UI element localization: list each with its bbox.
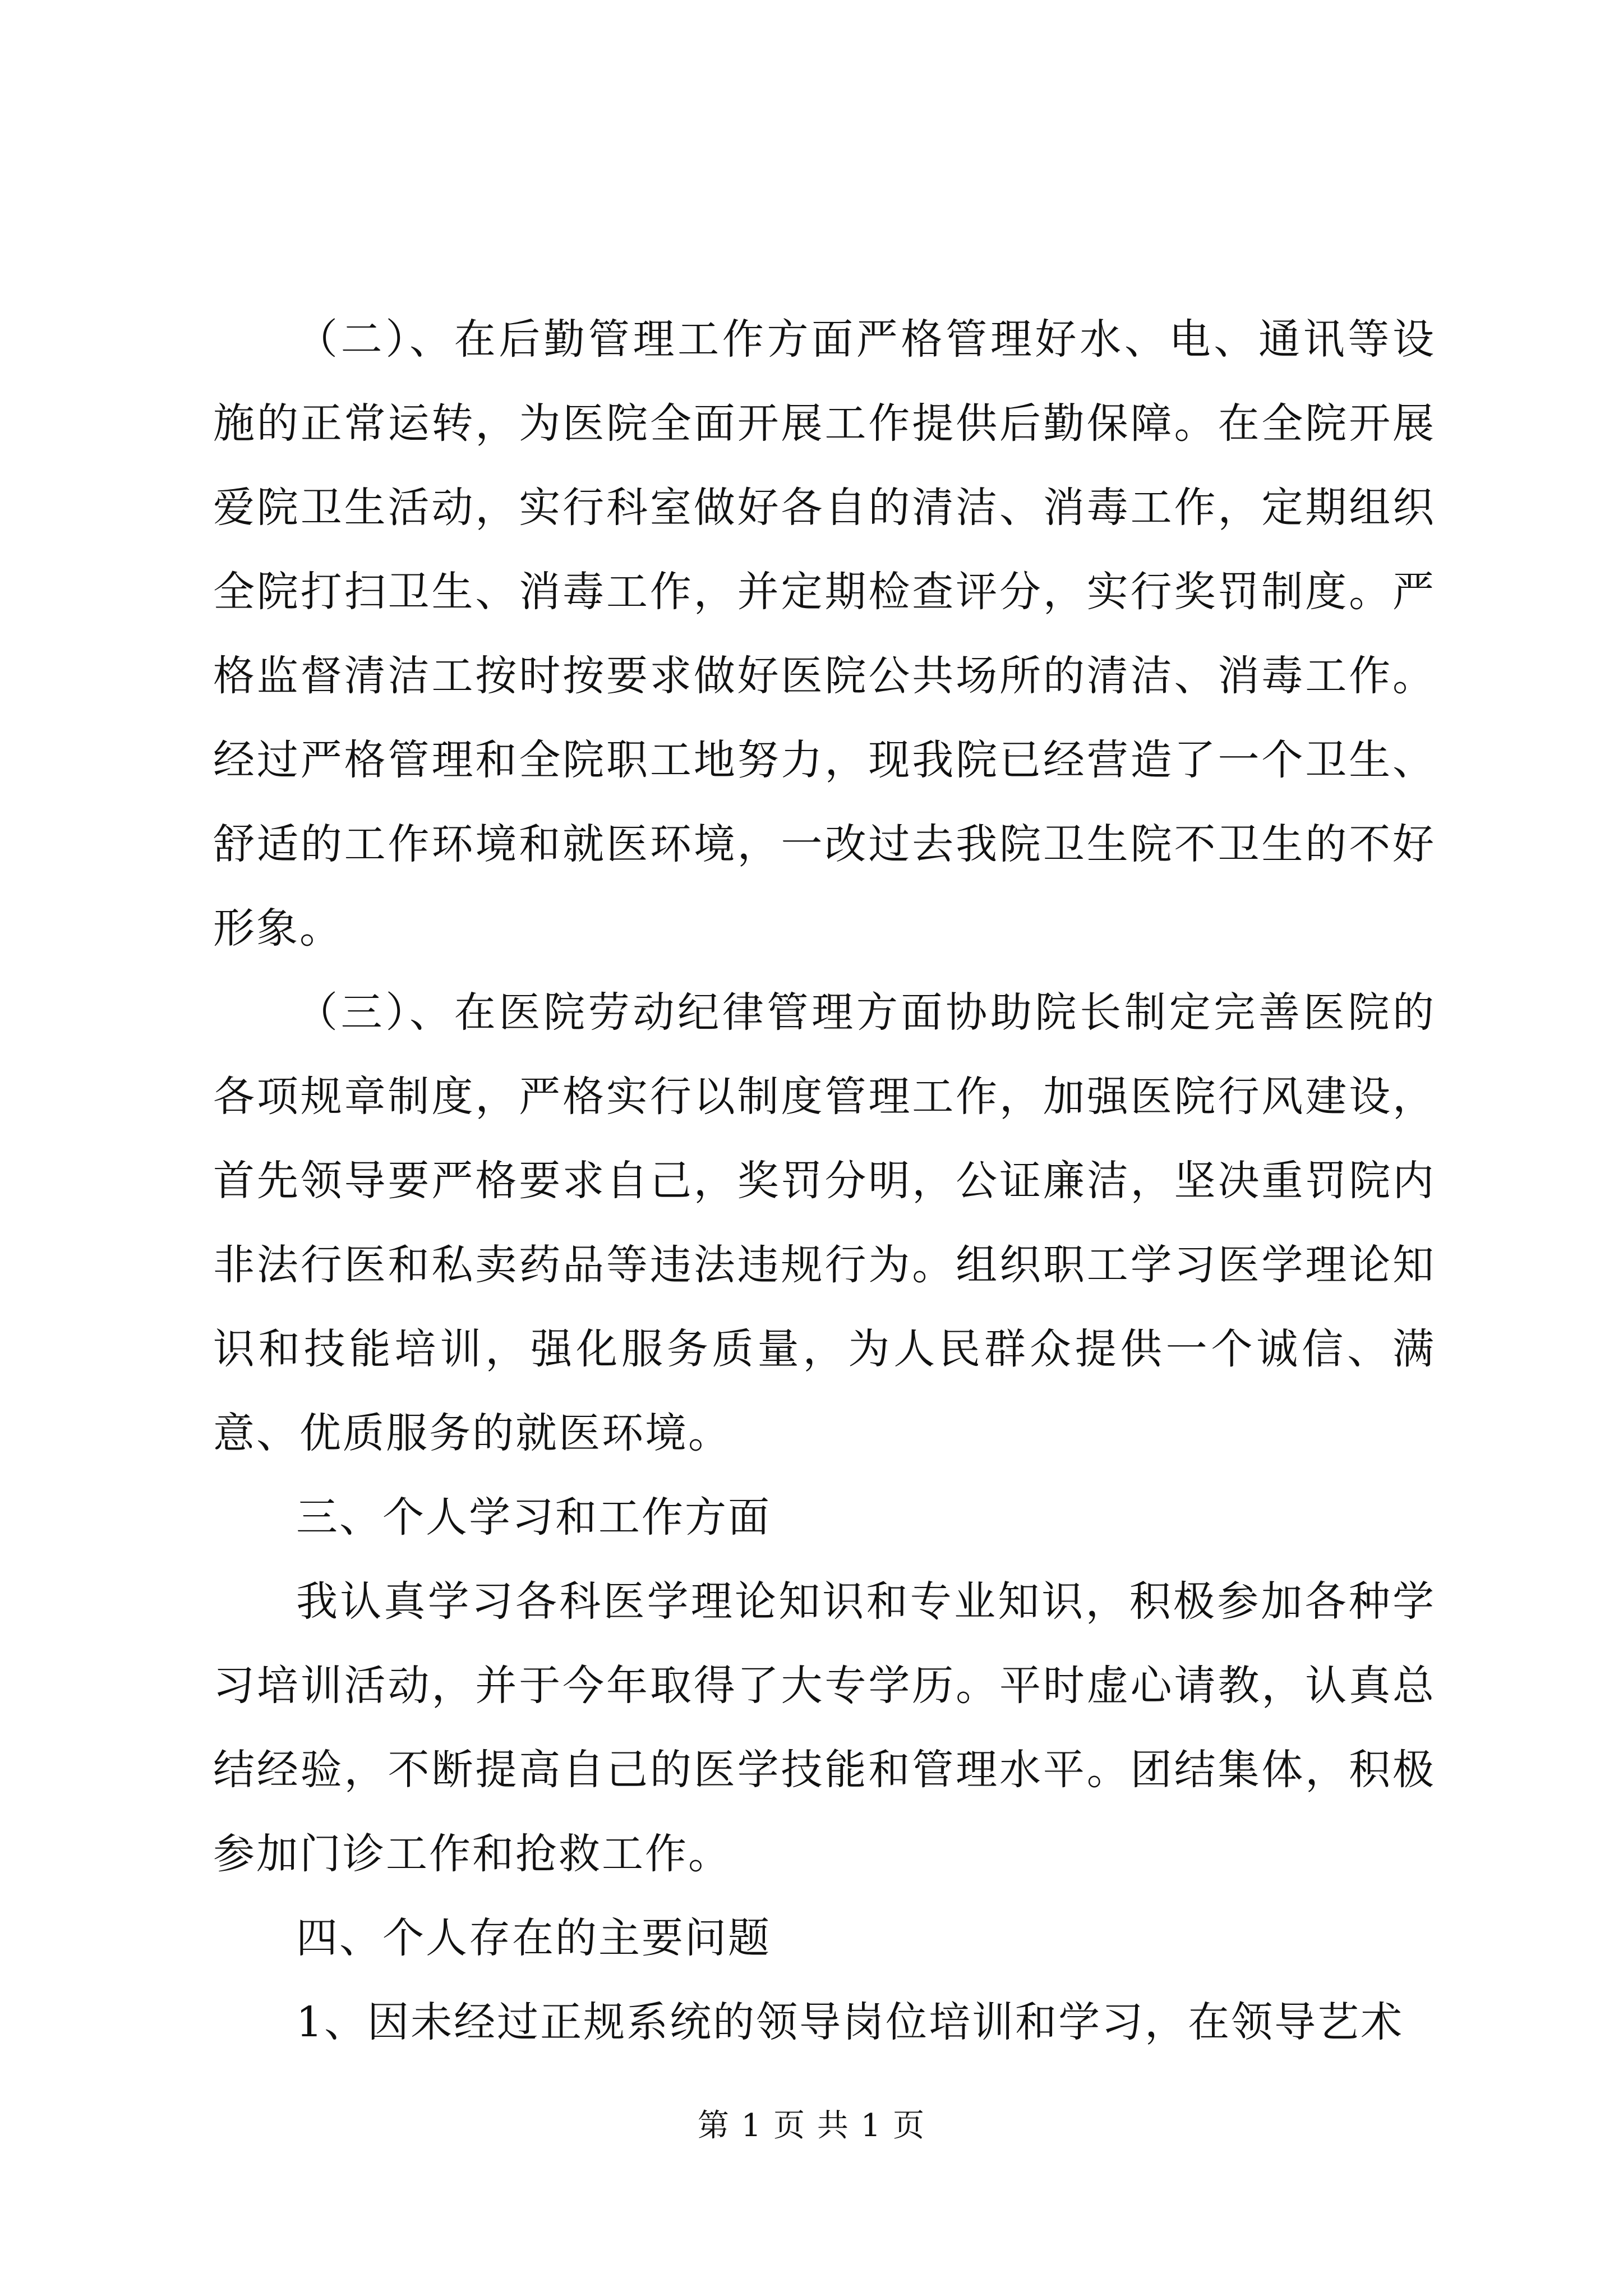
paragraph-problem-1: 1、因未经过正规系统的领导岗位培训和学习，在领导艺术	[296, 1998, 1404, 2046]
section-heading-problems: 四、个人存在的主要问题	[296, 1914, 771, 1962]
document-body	[213, 297, 1436, 2064]
paragraph-logistics: （二）、在后勤管理工作方面严格管理好水、电、通讯等设施的正常运转，为医院全面开展工作提供后勤保障。在全院开展爱院卫生活动，实行科室做好各自的清洁、消毒工作，定期组织全院打扫卫生、消毒工作，并定期检查评分，实行奖罚制度。严格监督清洁工按时按要求做好医院公共场所的清洁、消毒工作。经过严格管理和全院职工地努力，现我院已经营造了一个卫生、舒适的工作环境和就医环境，一改过去我院卫生院不卫生的不好形象。	[213, 315, 1436, 953]
section-heading-study: 三、个人学习和工作方面	[296, 1493, 771, 1542]
page-footer: 第 1 页 共 1 页	[697, 2108, 926, 2144]
paragraph-discipline: （三）、在医院劳动纪律管理方面协助院长制定完善医院的各项规章制度，严格实行以制度管理工作，加强医院行风建设，首先领导要严格要求自己，奖罚分明，公证廉洁，坚决重罚院内非法行医和私卖药品等违法违规行为。组织职工学习医学理论知识和技能培训，强化服务质量，为人民群众提供一个诚信、满意、优质服务的就医环境。	[213, 988, 1436, 1457]
paragraph-study: 我认真学习各科医学理论知识和专业知识，积极参加各种学习培训活动，并于今年取得了大专学历。平时虚心请教，认真总结经验，不断提高自己的医学技能和管理水平。团结集体，积极参加门诊工作和抢救工作。	[213, 1577, 1436, 1878]
